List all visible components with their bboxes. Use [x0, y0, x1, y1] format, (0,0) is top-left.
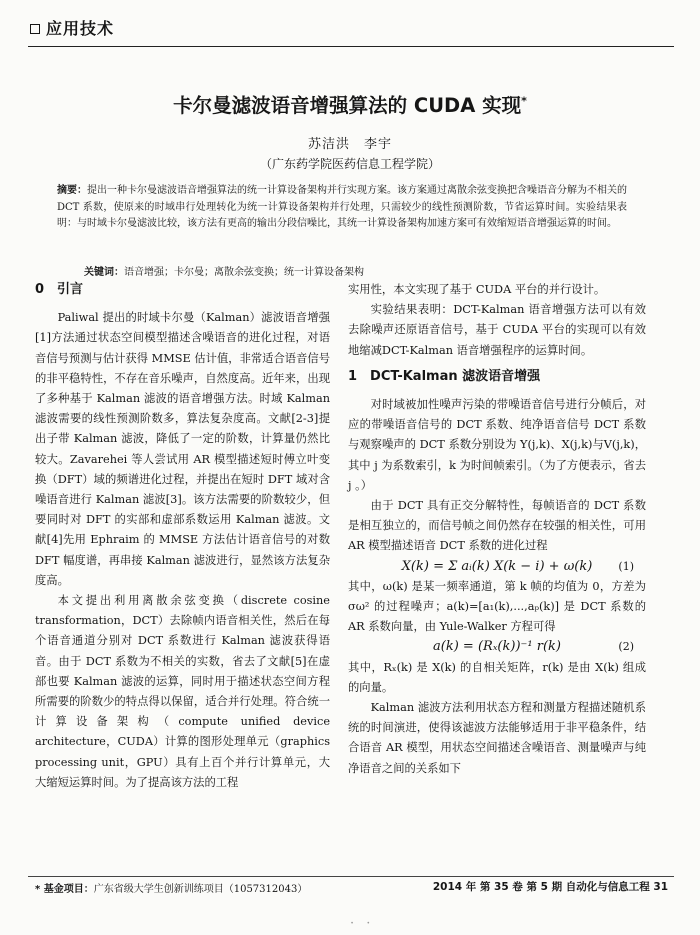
funding-label: * 基金项目：	[35, 884, 94, 895]
equation-1	[348, 557, 646, 577]
equation-1-body: X(k) = Σ aᵢ(k) X(k − i) + ω(k)	[401, 558, 593, 574]
affiliation: （广东药学院医药信息工程学院）	[259, 157, 440, 171]
square-bullet-icon	[30, 24, 40, 34]
paragraph: 实用性，本文实现了基于 CUDA 平台的并行设计。	[348, 283, 606, 296]
header-rule	[28, 46, 674, 47]
paragraph: 其中，ω(k) 是某一频率通道，第 k 帧的均值为 0，方差为 σω² 的过程噪声；a(k)=[a₁(k),...,aₚ(k)] 是 DCT 系数的 AR 系数向量，由 Yule-Walker 方程可得	[348, 579, 646, 634]
paragraph: 本文提出利用离散余弦变换（discrete cosine transformation，DCT）去除帧内语音相关性，然后在每个语音通道分别对 DCT 系数进行 Kalman 滤波获得语音。由于 DCT 系数为不相关的实数，省去了文献[5]在虚部也要 Kalman 滤波的运算，同时用于描述状态空间方程所需要的阶数少的特点得以保留，适合并行处理。符合统一计算设备架构（compute unified device architecture，CUDA）计算的图形处理单元（graphics processing unit，GPU）具有上百个并行计算单元，大大缩短运算时间。为了提高该方法的工程	[35, 594, 330, 789]
section-heading-intro: 0 引言	[35, 282, 84, 297]
journal-info: 2014 年 第 35 卷 第 5 期 自动化与信息工程 31	[432, 881, 668, 893]
equation-1-number: (1)	[618, 559, 634, 573]
paragraph: 由于 DCT 具有正交分解特性，每帧语音的 DCT 系数是相互独立的，而信号帧之间仍然存在较强的相关性，可用 AR 模型描述语音 DCT 系数的进化过程	[348, 499, 646, 553]
right-column	[348, 280, 646, 779]
paragraph: Kalman 滤波方法利用状态方程和测量方程描述随机系统的时间演进，使得该滤波方法能够适用于非平稳条件，结合语音 AR 模型，用状态空间描述含噪语音、测量噪声与纯净语音之间的关系如下	[348, 701, 646, 775]
keywords	[84, 263, 624, 278]
abstract-label: 摘要：	[57, 185, 87, 196]
footer-rule	[28, 876, 674, 877]
paragraph: Paliwal 提出的时域卡尔曼（Kalman）滤波语音增强[1]方法通过状态空间模型描述含噪语音的进化过程，对语音信号预测与估计获得 MMSE 估计值，非常适合语音信号的非平稳特性，不存在音乐噪声，自然度高。近年来，出现了多种基于 Kalman 滤波的语音增强方法。时域 Kalman 滤波需要的线性预测阶数多，算法复杂度高。文献[2-3]提出子带 Kalman 滤波，降低了一定的阶数，计算量仍然比较大。Zavarehei 等人尝试用 AR 模型描述短时傅立叶变换（DFT）域的频谱进化过程，并提出在短时 DFT 域对含噪语音进行 Kalman 滤波[3]。该方法需要的阶数较少，但要同时对 DFT 的实部和虚部系数运用 Kalman 滤波。文献[4]先用 Ephraim 的 MMSE 方法估计语音信号的对数 DFT 幅度谱，再串接 Kalman 滤波进行，显然该方法复杂度高。	[35, 311, 330, 587]
section-heading-method: 1 DCT-Kalman 滤波语音增强	[348, 368, 541, 384]
decorative-dots: · ·	[350, 916, 375, 931]
equation-2	[348, 637, 646, 657]
abstract-text: 提出一种卡尔曼滤波语音增强算法的统一计算设备架构并行实现方案。该方案通过离散余弦变换把含噪语音分解为不相关的 DCT 系数，使原来的时域串行处理转化为统一计算设备架构并行处理，只需较少的线性预测阶数，节省运算时间。实验结果表明：与时域卡尔曼滤波比较，该方法有更高的输出分段信噪比，其统一计算设备架构加速方案可有效缩短语音增强运算的时间。	[57, 185, 627, 229]
paragraph: 实验结果表明：DCT-Kalman 语音增强方法可以有效去除噪声还原语音信号，基于 CUDA 平台的实现可以有效地缩减DCT-Kalman 语音增强程序的运算时间。	[348, 303, 646, 357]
funding-note	[35, 880, 307, 895]
title-footnote-mark: *	[521, 94, 527, 108]
left-column	[35, 280, 330, 793]
equation-2-body: a(k) = (Rₓ(k))⁻¹ r(k)	[433, 639, 561, 655]
keywords-label: 关键词：	[84, 267, 124, 278]
authors: 苏洁洪 李宇	[307, 137, 392, 152]
section-label	[30, 16, 114, 39]
equation-2-number: (2)	[618, 640, 634, 654]
abstract	[57, 183, 627, 233]
section-label-text: 应用技术	[46, 19, 115, 38]
paragraph: 对时域被加性噪声污染的带噪语音信号进行分帧后，对应的带噪语音信号的 DCT 系数、纯净语音信号 DCT 系数与观察噪声的 DCT 系数分别设为 Y(j,k)、X(j,k)与V(j,k)，其中 j 为系数索引，k 为时间帧索引。（为了方便表示，省去 j 。）	[348, 398, 646, 492]
title-text: 卡尔曼滤波语音增强算法的 CUDA 实现	[173, 94, 522, 117]
funding-text: 广东省级大学生创新训练项目（1057312043）	[93, 884, 308, 895]
paragraph: 其中，Rₓ(k) 是 X(k) 的自相关矩阵，r(k) 是由 X(k) 组成的向量。	[348, 660, 646, 694]
paper-title	[0, 90, 700, 118]
keywords-text: 语音增强；卡尔曼；离散余弦变换；统一计算设备架构	[124, 267, 364, 278]
